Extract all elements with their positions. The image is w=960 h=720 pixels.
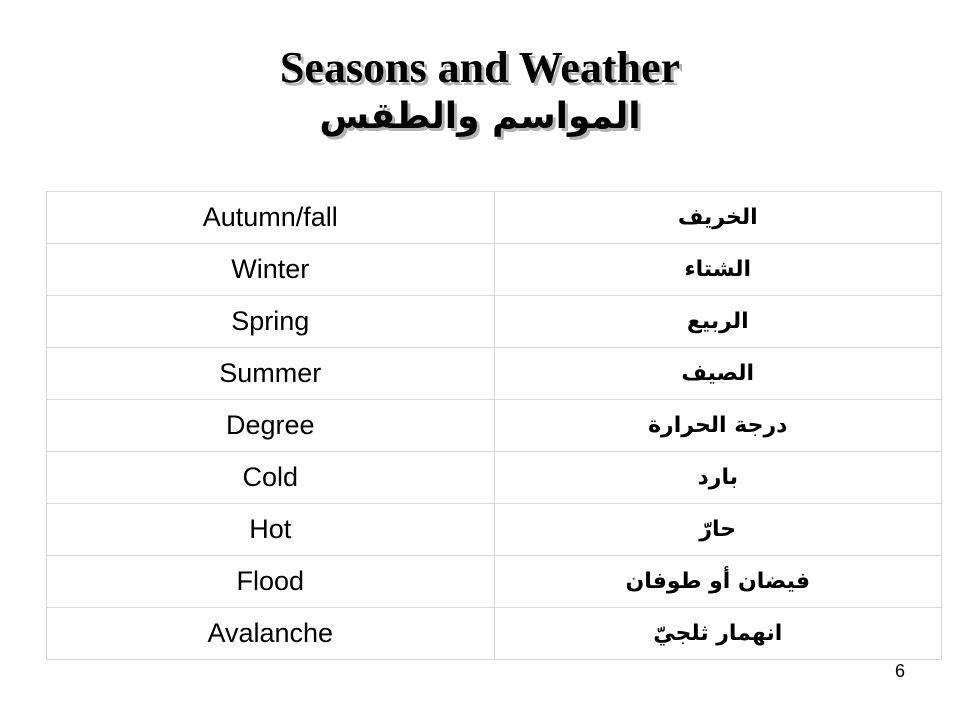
table-row (47, 296, 942, 348)
table-row (47, 244, 942, 296)
table-row (47, 348, 942, 400)
table-row (47, 556, 942, 608)
english-term: Degree (47, 400, 495, 452)
arabic-term: الشتاء (494, 244, 942, 296)
slide-title-arabic: المواسم والطقس (319, 96, 641, 137)
arabic-term: فيضان أو طوفان (494, 556, 942, 608)
english-term: Hot (47, 504, 495, 556)
english-term: Flood (47, 556, 495, 608)
table-row (47, 452, 942, 504)
table-row (47, 504, 942, 556)
english-term: Cold (47, 452, 495, 504)
english-term: Winter (47, 244, 495, 296)
english-term: Spring (47, 296, 495, 348)
arabic-term: الربيع (494, 296, 942, 348)
arabic-term: بارد (494, 452, 942, 504)
english-term: Summer (47, 348, 495, 400)
arabic-term: حارّ (494, 504, 942, 556)
arabic-term: الخريف (494, 192, 942, 244)
english-term: Avalanche (47, 608, 495, 660)
slide-title-english: Seasons and Weather (279, 43, 681, 92)
page-number: 6 (894, 661, 905, 681)
table-row (47, 400, 942, 452)
english-term: Autumn/fall (47, 192, 495, 244)
slide-title-block (0, 42, 960, 140)
vocabulary-table (46, 191, 942, 660)
arabic-term: درجة الحرارة (494, 400, 942, 452)
table-row (47, 192, 942, 244)
table-row (47, 608, 942, 660)
arabic-term: الصيف (494, 348, 942, 400)
arabic-term: انهمار ثلجيّ (494, 608, 942, 660)
